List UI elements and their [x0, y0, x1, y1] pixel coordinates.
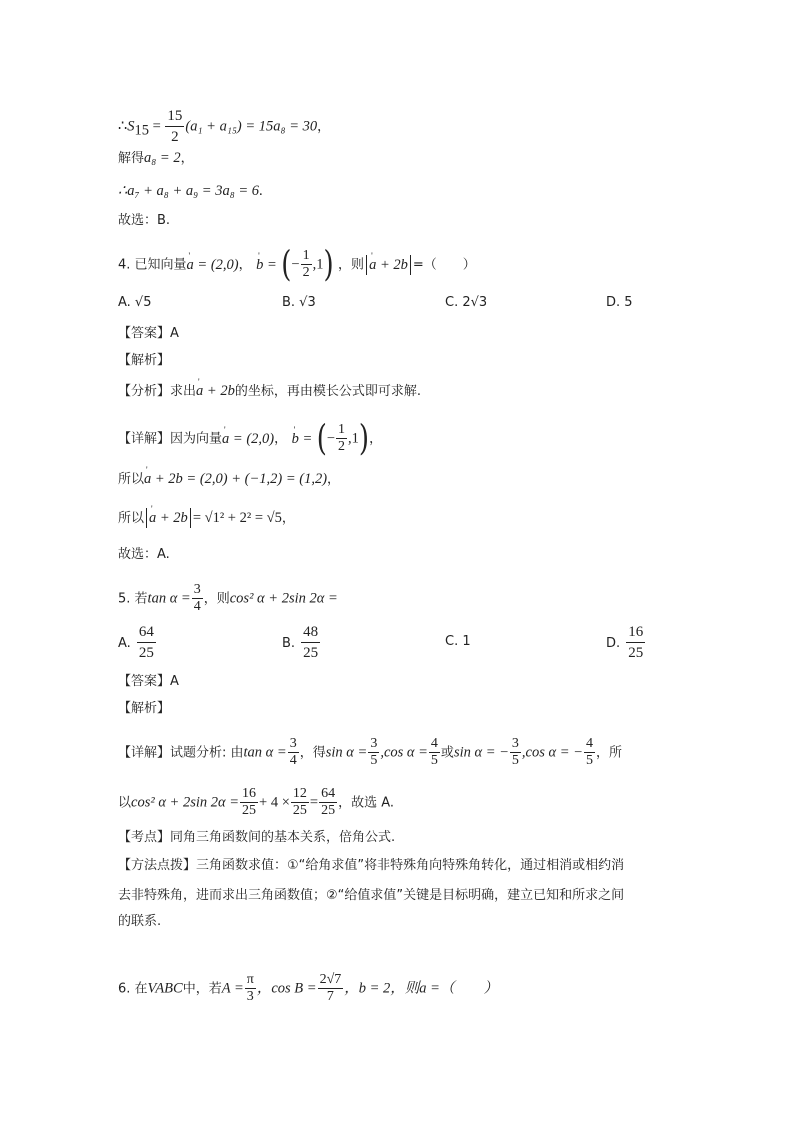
sin-neg-expression: sin α = −	[453, 744, 509, 761]
frac-den: 2	[171, 129, 179, 145]
q5-kaodian	[118, 828, 395, 848]
norm-bar	[410, 255, 411, 275]
q5-fangfa-1	[118, 856, 624, 876]
detail-vector-b: ' b =	[292, 429, 313, 449]
frac-num: 16	[626, 622, 645, 643]
s-subscript: 15	[134, 122, 149, 139]
frac-den: 25	[292, 803, 307, 818]
detail-label: 【详解】	[118, 745, 171, 761]
b-tail: ,1	[348, 430, 359, 447]
q5-analysis-label: 【解析】	[118, 701, 171, 716]
fraction-3-4	[192, 582, 203, 615]
answer-value: A	[170, 326, 179, 341]
fraction-2root7-7	[318, 972, 344, 1005]
frac-num: 64	[321, 786, 336, 801]
vector-b-label: ' b =	[256, 255, 277, 275]
answer-label: 【答案】	[118, 674, 171, 689]
q4-suoyi-1	[118, 469, 340, 490]
tan-expression: tan α =	[147, 590, 191, 607]
detail-vector-a: ' a = (2,0)	[222, 429, 274, 449]
q4-option-d: D. 5	[606, 295, 633, 310]
left-paren: (	[281, 244, 292, 285]
solution-line-sum	[118, 181, 263, 201]
choose-b: 故选：B.	[118, 213, 171, 228]
frac-num: 3	[289, 736, 297, 751]
frac-num: 3	[193, 582, 201, 597]
q4-analysis-label: 【解析】	[118, 353, 171, 368]
detail-label: 【详解】	[118, 431, 171, 447]
frac-den: 4	[193, 599, 201, 614]
q4-option-a: A. √5	[118, 295, 152, 310]
frac-den: 3	[246, 989, 254, 1004]
option-label: B.	[282, 636, 296, 651]
minus: −	[326, 430, 336, 447]
period: .	[259, 183, 263, 199]
comma: ，	[238, 257, 252, 273]
fraction-16-25	[240, 786, 258, 819]
comma: ，	[327, 472, 341, 487]
option-label: D.	[606, 636, 621, 651]
mid-text: 中，若	[182, 981, 222, 997]
frac-num: 16	[242, 786, 257, 801]
kaodian-text: 同角三角函数间的基本关系，倍角公式.	[170, 830, 396, 845]
frac-num: 4	[585, 736, 593, 751]
fraction-15-2	[165, 106, 184, 147]
solution-line-a8	[118, 148, 194, 169]
norm-bar	[190, 508, 191, 528]
q5-answer	[118, 672, 179, 692]
option-fraction	[301, 622, 320, 663]
frac-num: 1	[302, 248, 310, 263]
frac-num: 4	[430, 736, 438, 751]
comma: ，	[180, 151, 194, 166]
fenxi-text: 求出	[170, 384, 197, 399]
q5-option-a	[118, 622, 157, 663]
q4-suoyi-2	[118, 508, 295, 529]
q5-prefix: 5. 若	[118, 591, 148, 607]
frac-den: 5	[430, 753, 438, 768]
frac-den: 7	[326, 989, 334, 1004]
norm-bar	[146, 508, 147, 528]
question-4-stem	[118, 244, 476, 285]
frac-num: 15	[165, 106, 184, 127]
target-expression: cos² α + 2sin 2α =	[131, 794, 240, 811]
option-fraction	[626, 622, 645, 663]
right-paren: )	[323, 244, 334, 285]
target-expression: cos² α + 2sin 2α =	[229, 590, 338, 607]
frac-den: 25	[242, 803, 257, 818]
frac-den: 5	[585, 753, 593, 768]
therefore-symbol: ∴	[118, 118, 128, 135]
fraction-4-5	[429, 736, 440, 769]
fenxi-label: 【分析】	[118, 384, 171, 399]
frac-num: 48	[301, 622, 320, 643]
suo-text: ，所	[595, 745, 622, 761]
frac-den: 2	[302, 265, 310, 280]
jiede-label: 解得	[118, 151, 145, 166]
q5-detail-line-2	[118, 786, 394, 819]
sum-expression: ∴a₇ + a₈ + a₉ = 3a₈ = 6	[118, 183, 260, 199]
fraction-12-25	[291, 786, 309, 819]
cos-neg-expression: ,cos α = −	[521, 744, 583, 761]
left-paren: (	[316, 418, 327, 459]
fraction-1-2	[336, 422, 347, 455]
choose-text: ，故选 A.	[338, 795, 395, 811]
question-6-stem	[118, 972, 498, 1005]
answer-value: A	[170, 674, 179, 689]
suoyi-label: 所以	[118, 511, 145, 526]
answer-blank: =（ ）	[412, 257, 476, 273]
q5-detail-line-1	[118, 736, 622, 769]
question-5-stem	[118, 582, 338, 615]
frac-den: 25	[628, 645, 644, 661]
frac-num: 3	[370, 736, 378, 751]
minus: −	[291, 256, 300, 273]
q4-option-c: C. 2√3	[445, 295, 488, 310]
q4-fenxi	[118, 381, 421, 402]
option-label: A.	[118, 636, 131, 651]
solution-line-s15	[118, 106, 330, 147]
fraction-64-25	[319, 786, 337, 819]
yi-text: 以	[118, 795, 132, 811]
q4-detail	[118, 418, 383, 459]
q4-choose: 故选：A.	[118, 547, 170, 562]
norm-expression: ' a + 2b	[149, 508, 188, 528]
cos-expression: ,cos α =	[380, 744, 428, 761]
q4-option-b: B. √3	[282, 295, 316, 310]
comma: ，	[317, 119, 331, 135]
equals: =	[148, 118, 165, 135]
q5-option-c: C. 1	[445, 634, 471, 649]
q5-option-d	[606, 622, 646, 663]
fenxi-text: 的坐标，再由模长公式即可求解.	[234, 384, 421, 399]
fangfa-label: 【方法点拨】	[118, 858, 197, 873]
norm-value: = √1² + 2² = √5	[192, 510, 282, 526]
triangle-label: VABC	[147, 980, 183, 997]
tan-expression: tan α =	[243, 744, 287, 761]
comma: ，	[281, 511, 295, 526]
frac-den: 25	[321, 803, 336, 818]
fraction-3-5	[510, 736, 521, 769]
comma: ，	[369, 431, 383, 447]
norm-bar	[366, 255, 367, 275]
frac-num: 1	[338, 422, 346, 437]
plus-times: + 4 ×	[259, 794, 290, 811]
kaodian-label: 【考点】	[118, 830, 171, 845]
frac-num: 3	[511, 736, 519, 751]
sin-expression: sin α =	[325, 744, 368, 761]
frac-num: 12	[292, 786, 307, 801]
q5-option-b	[282, 622, 321, 663]
fraction-pi-3	[245, 972, 256, 1005]
q5-fangfa-2: 去非特殊角，进而求出三角函数值；②“给值求值”关键是目标明确，建立已知和所求之间	[118, 888, 625, 903]
answer-label: 【答案】	[118, 326, 171, 341]
a-question: a =（ ）	[419, 980, 498, 997]
q6-prefix: 6. 在	[118, 981, 148, 997]
frac-den: 4	[289, 753, 297, 768]
then: ，则	[338, 257, 365, 273]
angle-a-expression: A =	[221, 980, 244, 997]
s15-expression: (a₁ + a₁₅) = 15a₈ = 30	[185, 118, 318, 135]
s-symbol: S	[127, 118, 135, 135]
fraction-4-5	[584, 736, 595, 769]
frac-num: π	[246, 972, 254, 987]
vector-a-def: ' a = (2,0)	[187, 255, 239, 275]
frac-den: 25	[303, 645, 319, 661]
q4-prefix: 4. 已知向量	[118, 257, 187, 273]
or-text: 或	[440, 745, 454, 761]
fraction-3-5	[368, 736, 379, 769]
then: ，则	[203, 591, 230, 607]
detail-text: 试题分析: 由	[170, 745, 244, 761]
q4-answer	[118, 324, 179, 344]
b-tail: ,1	[312, 256, 324, 273]
frac-den: 5	[511, 753, 519, 768]
b-expression: ，b = 2，则	[344, 980, 420, 997]
frac-den: 25	[138, 645, 154, 661]
option-fraction	[137, 622, 156, 663]
fangfa-text: 三角函数求值：①“给角求值”将非特殊角向特殊角转化，通过相消或相约消	[196, 858, 625, 873]
fenxi-vector: ' a + 2b	[196, 381, 235, 401]
frac-den: 2	[338, 439, 346, 454]
frac-num: 2√7	[319, 972, 342, 987]
a8-expression: a₈ = 2	[144, 150, 181, 166]
frac-num: 64	[137, 622, 156, 643]
frac-den: 5	[370, 753, 378, 768]
detail-text: 因为向量	[170, 431, 223, 447]
fraction-3-4	[288, 736, 299, 769]
equals: =	[309, 794, 319, 811]
fraction-1-2	[301, 248, 312, 281]
cos-b-expression: ，cos B =	[256, 980, 317, 997]
q5-fangfa-3: 的联系.	[118, 914, 162, 929]
norm-expression: ' a + 2b	[369, 255, 408, 275]
get-text: ，得	[299, 745, 326, 761]
suoyi-label: 所以	[118, 472, 145, 487]
comma: ，	[274, 431, 288, 447]
right-paren: )	[358, 418, 370, 459]
vector-sum-expression: ' a + 2b = (2,0) + (−1,2) = (1,2)	[144, 469, 327, 489]
